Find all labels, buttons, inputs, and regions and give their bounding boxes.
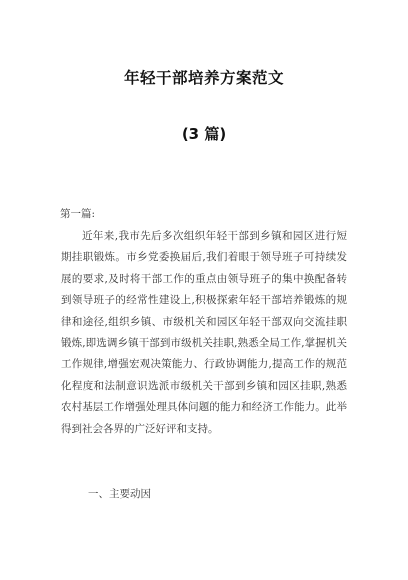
section-heading: 一、主要动因	[88, 488, 151, 500]
document-subtitle: (3 篇)	[181, 125, 227, 143]
section-label: 第一篇:	[60, 208, 96, 220]
body-paragraph: 近年来,我市先后多次组织年轻干部到乡镇和园区进行短期挂职锻炼。市乡党委换届后,我们着眼于领导班子可持续发展的要求,及时将干部工作的重点由领导班子的集中换配备转到领导班子的经常性建设上,积极探索年轻干部培养锻炼的规律和途径,组织乡镇、市级机关和园区年轻干部双向交流挂职锻炼,即选调乡镇干部到市级机关挂职,熟悉全局工作,掌握机关工作规律,增强宏观决策能力、行政协调能力,提高工作的规范化程度和法制意识选派市级机关干部到乡镇和园区挂职,熟悉农村基层工作增强处理具体问题的能力和经济工作能力。此举得到社会各界的广泛好评和支持。	[61, 230, 347, 435]
document-title: 年轻干部培养方案范文	[123, 69, 284, 87]
